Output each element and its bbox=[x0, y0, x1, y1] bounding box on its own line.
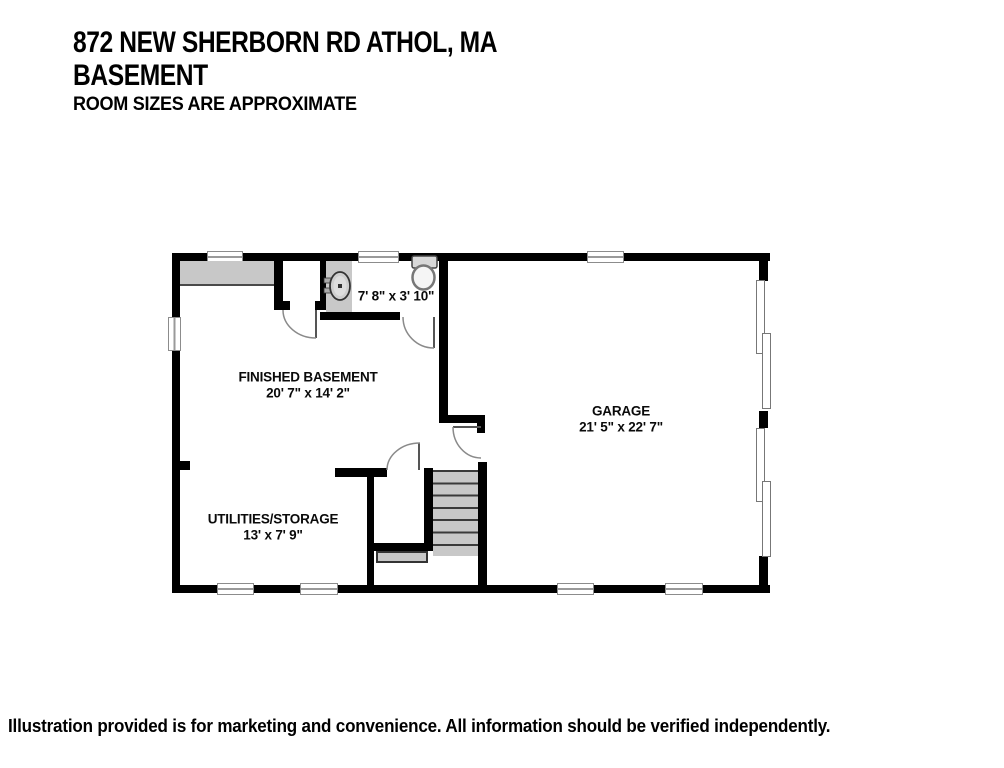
room-name: UTILITIES/STORAGE bbox=[207, 511, 339, 527]
page-title-floor: BASEMENT bbox=[73, 59, 208, 92]
room-label-utilities-storage bbox=[208, 512, 339, 543]
room-name: GARAGE bbox=[591, 403, 651, 419]
room-sizes-note: ROOM SIZES ARE APPROXIMATE bbox=[73, 94, 357, 115]
room-dims: 7' 8" x 3' 10" bbox=[357, 288, 435, 304]
sink-icon bbox=[324, 272, 350, 300]
room-label-bathroom-dims bbox=[358, 288, 434, 304]
room-dims: 20' 7" x 14' 2" bbox=[266, 385, 350, 400]
page-title-address: 872 NEW SHERBORN RD ATHOL, MA bbox=[73, 26, 498, 59]
door-swing-closet bbox=[283, 310, 316, 338]
room-label-finished-basement bbox=[238, 370, 377, 401]
room-label-garage bbox=[579, 404, 663, 435]
room-dims: 13' x 7' 9" bbox=[243, 527, 303, 542]
room-dims: 21' 5" x 22' 7" bbox=[579, 419, 663, 434]
door-swing-bathroom bbox=[403, 317, 434, 348]
door-swing-garage bbox=[453, 427, 481, 458]
toilet-icon bbox=[412, 256, 437, 290]
disclaimer-text: Illustration provided is for marketing and convenience. All information should be verified independently. bbox=[8, 715, 831, 736]
room-name: FINISHED BASEMENT bbox=[238, 369, 378, 385]
door-swing-hall bbox=[387, 443, 420, 470]
